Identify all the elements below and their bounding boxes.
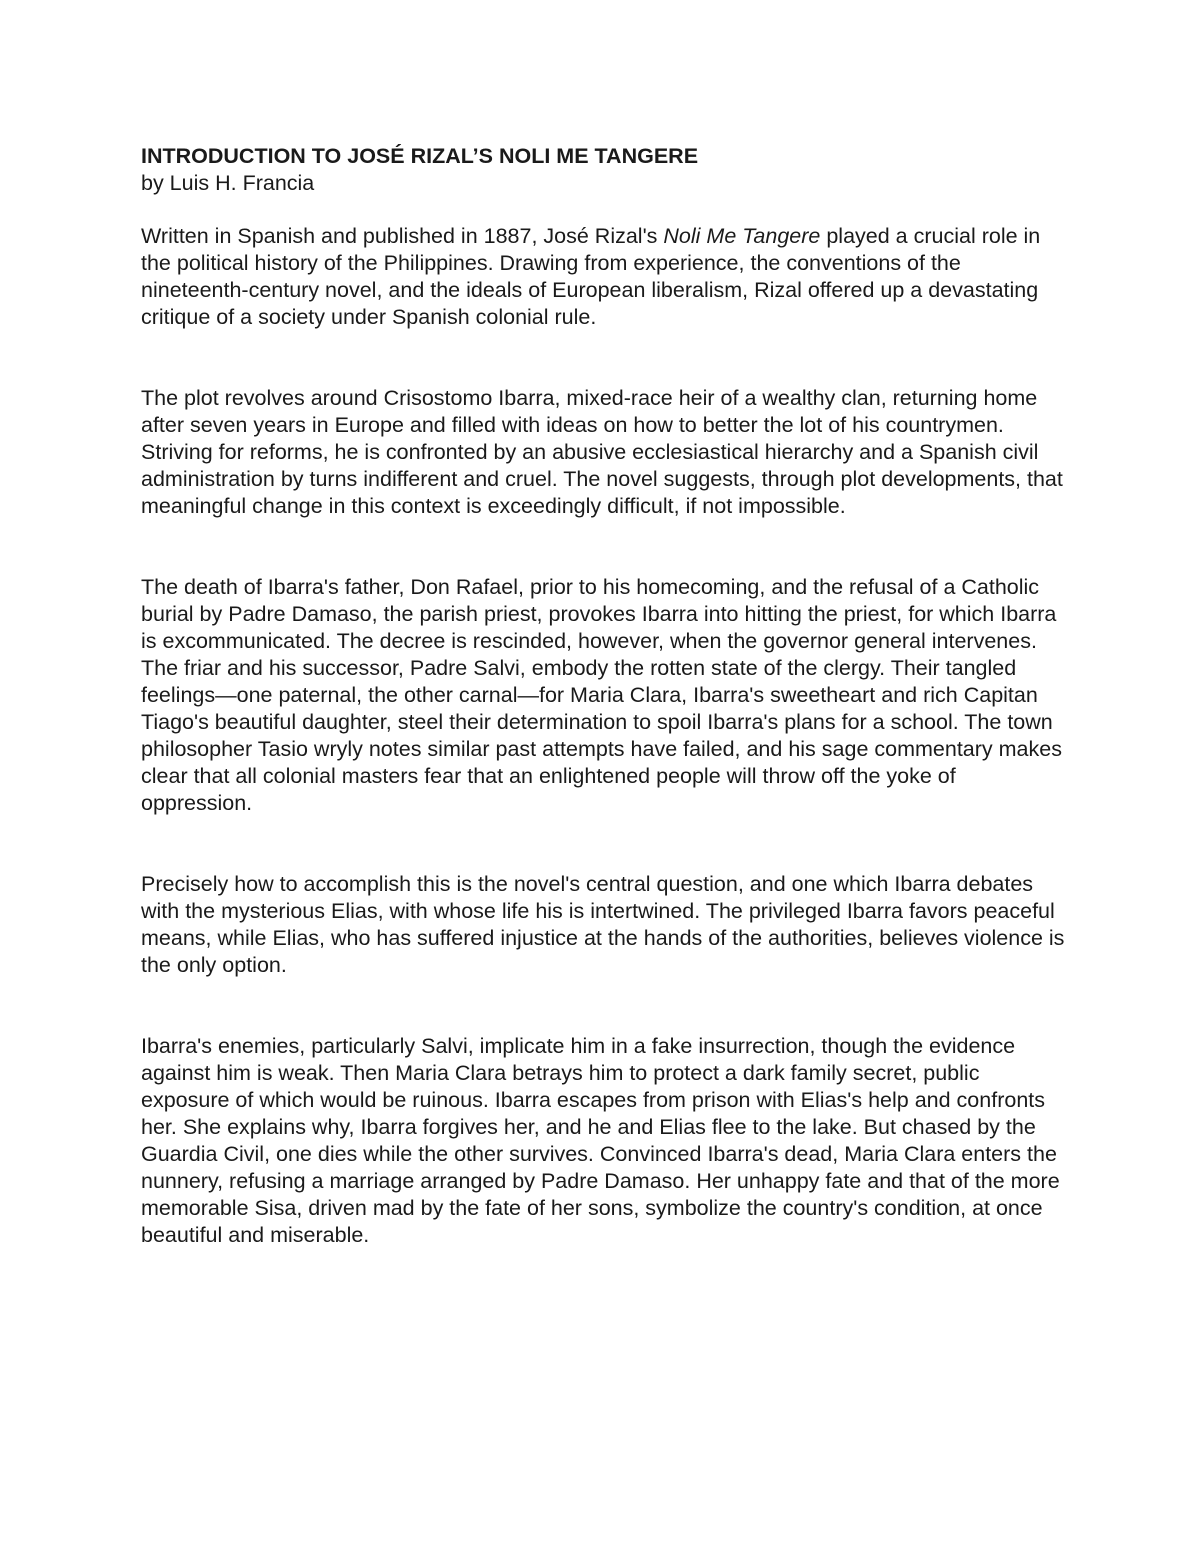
paragraph-enemies: Ibarra's enemies, particularly Salvi, implicate him in a fake insurrection, though the evidence against him is weak. Then Maria Clara betrays him to protect a dark family secret, public exposure of which would be ruinous. Ibarra escapes from prison with Elias's help and confronts her. She explains why, Ibarra forgives her, and he and Elias flee to the lake. But chased by the Guardia Civil, one dies while the other survives. Convinced Ibarra's dead, Maria Clara enters the nunnery, refusing a marriage arranged by Padre Damaso. Her unhappy fate and that of the more memorable Sisa, driven mad by the fate of her sons, symbolize the country's condition, at once beautiful and miserable.	[141, 1034, 1060, 1247]
paragraph-intro-before: Written in Spanish and published in 1887, José Rizal's	[141, 224, 664, 248]
paragraph-intro	[141, 223, 1066, 331]
paragraph-spacer	[141, 817, 1066, 871]
document-title: INTRODUCTION TO JOSÉ RIZAL’S NOLI ME TANGERE	[141, 144, 699, 168]
paragraph-death-of-father: The death of Ibarra's father, Don Rafael, prior to his homecoming, and the refusal of a Catholic burial by Padre Damaso, the parish priest, provokes Ibarra into hitting the priest, for which Ibarra is excommunicated. The decree is rescinded, however, when the governor general intervenes. The friar and his successor, Padre Salvi, embody the rotten state of the clergy. Their tangled feelings—one paternal, the other carnal—for Maria Clara, Ibarra's sweetheart and rich Capitan Tiago's beautiful daughter, steel their determination to spoil Ibarra's plans for a school. The town philosopher Tasio wryly notes similar past attempts have failed, and his sage commentary makes clear that all colonial masters fear that an enlightened people will throw off the yoke of oppression.	[141, 575, 1062, 815]
paragraph-spacer	[141, 520, 1066, 574]
paragraph-spacer	[141, 979, 1066, 1033]
paragraph-intro-after: played a crucial role in the political history of the Philippines. Drawing from experience, the conventions of the nineteenth-century novel, and the ideals of European liberalism, Rizal offered up a devastating critique of a society under Spanish colonial rule.	[141, 224, 1041, 329]
document-body	[141, 142, 1066, 1249]
author-byline: by Luis H. Francia	[141, 171, 315, 195]
paragraph-central-question: Precisely how to accomplish this is the novel's central question, and one which Ibarra debates with the mysterious Elias, with whose life his is intertwined. The privileged Ibarra favors peaceful means, while Elias, who has suffered injustice at the hands of the authorities, believes violence is the only option.	[141, 872, 1065, 977]
paragraph-plot: The plot revolves around Crisostomo Ibarra, mixed-race heir of a wealthy clan, returning home after seven years in Europe and filled with ideas on how to better the lot of his countrymen. Striving for reforms, he is confronted by an abusive ecclesiastical hierarchy and a Spanish civil administration by turns indifferent and cruel. The novel suggests, through plot developments, that meaningful change in this context is exceedingly difficult, if not impossible.	[141, 386, 1063, 518]
book-title-italic: Noli Me Tangere	[663, 224, 821, 248]
paragraph-spacer	[141, 331, 1066, 385]
